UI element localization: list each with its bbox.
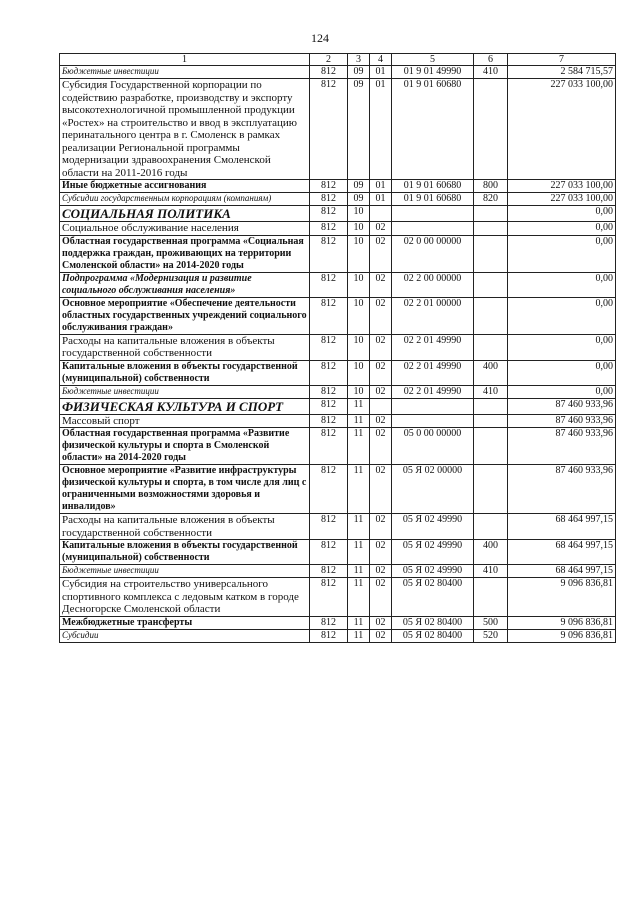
target-article-cell: 05 Я 02 00000 <box>392 465 474 514</box>
subsection-code-cell: 01 <box>370 66 392 79</box>
expense-type-cell: 400 <box>474 540 508 565</box>
row-name-cell: Социальное обслуживание населения <box>60 222 310 236</box>
row-name-cell: Массовый спорт <box>60 414 310 428</box>
subsection-code-cell: 02 <box>370 414 392 428</box>
subsection-code-cell: 02 <box>370 385 392 398</box>
amount-cell: 87 460 933,96 <box>508 465 616 514</box>
row-name-cell: Субсидии государственным корпорациям (компаниям) <box>60 193 310 206</box>
table-row <box>60 235 616 272</box>
table-row <box>60 398 616 414</box>
subsection-code-cell: 02 <box>370 514 392 540</box>
expense-type-cell <box>474 428 508 465</box>
amount-cell: 68 464 997,15 <box>508 514 616 540</box>
admin-code-cell: 812 <box>310 540 348 565</box>
subsection-code-cell: 02 <box>370 272 392 297</box>
row-name-cell: Капитальные вложения в объекты государственной (муниципальной) собственности <box>60 540 310 565</box>
subsection-code-cell: 01 <box>370 79 392 180</box>
section-code-cell: 10 <box>348 272 370 297</box>
table-row <box>60 565 616 578</box>
expense-type-cell <box>474 398 508 414</box>
page-number: 124 <box>311 31 329 45</box>
expense-type-cell <box>474 222 508 236</box>
expense-type-cell <box>474 235 508 272</box>
amount-cell: 2 584 715,57 <box>508 66 616 79</box>
amount-cell: 0,00 <box>508 360 616 385</box>
subsection-code-cell: 02 <box>370 428 392 465</box>
admin-code-cell: 812 <box>310 334 348 360</box>
section-code-cell: 11 <box>348 540 370 565</box>
section-code-cell: 10 <box>348 297 370 334</box>
section-code-cell: 11 <box>348 428 370 465</box>
admin-code-cell: 812 <box>310 578 348 617</box>
table-row <box>60 514 616 540</box>
admin-code-cell: 812 <box>310 514 348 540</box>
amount-cell: 0,00 <box>508 385 616 398</box>
table-row <box>60 334 616 360</box>
table-row <box>60 578 616 617</box>
table-row <box>60 414 616 428</box>
section-code-cell: 11 <box>348 514 370 540</box>
subsection-code-cell: 01 <box>370 180 392 193</box>
expense-type-cell <box>474 297 508 334</box>
expense-type-cell: 800 <box>474 180 508 193</box>
subsection-code-cell: 01 <box>370 193 392 206</box>
row-name-cell: Межбюджетные трансферты <box>60 616 310 629</box>
amount-cell: 0,00 <box>508 297 616 334</box>
expense-type-cell <box>474 334 508 360</box>
admin-code-cell: 812 <box>310 616 348 629</box>
admin-code-cell: 812 <box>310 398 348 414</box>
expense-type-cell: 520 <box>474 629 508 642</box>
table-row <box>60 428 616 465</box>
section-code-cell: 10 <box>348 385 370 398</box>
row-name-cell: Расходы на капитальные вложения в объекты государственной собственности <box>60 334 310 360</box>
subsection-code-cell: 02 <box>370 616 392 629</box>
target-article-cell: 02 0 00 00000 <box>392 235 474 272</box>
budget-table <box>59 53 616 643</box>
table-row <box>60 193 616 206</box>
expense-type-cell <box>474 272 508 297</box>
target-article-cell: 05 Я 02 49990 <box>392 514 474 540</box>
amount-cell: 9 096 836,81 <box>508 616 616 629</box>
section-code-cell: 10 <box>348 334 370 360</box>
table-row <box>60 66 616 79</box>
table-row <box>60 180 616 193</box>
admin-code-cell: 812 <box>310 272 348 297</box>
section-code-cell: 11 <box>348 616 370 629</box>
header-cell: 4 <box>370 54 392 66</box>
subsection-code-cell: 02 <box>370 222 392 236</box>
target-article-cell <box>392 398 474 414</box>
row-name-cell: Капитальные вложения в объекты государственной (муниципальной) собственности <box>60 360 310 385</box>
target-article-cell <box>392 206 474 222</box>
target-article-cell: 01 9 01 60680 <box>392 180 474 193</box>
section-code-cell: 09 <box>348 79 370 180</box>
target-article-cell: 01 9 01 60680 <box>392 79 474 180</box>
target-article-cell <box>392 222 474 236</box>
section-code-cell: 09 <box>348 180 370 193</box>
admin-code-cell: 812 <box>310 66 348 79</box>
table-row <box>60 616 616 629</box>
amount-cell: 0,00 <box>508 272 616 297</box>
row-name-cell: Бюджетные инвестиции <box>60 66 310 79</box>
table-row <box>60 385 616 398</box>
table-row <box>60 629 616 642</box>
target-article-cell <box>392 414 474 428</box>
row-name-cell: Бюджетные инвестиции <box>60 565 310 578</box>
section-code-cell: 11 <box>348 565 370 578</box>
section-code-cell: 10 <box>348 360 370 385</box>
target-article-cell: 02 2 01 49990 <box>392 385 474 398</box>
amount-cell: 68 464 997,15 <box>508 565 616 578</box>
table-row <box>60 206 616 222</box>
row-name-cell: ФИЗИЧЕСКАЯ КУЛЬТУРА И СПОРТ <box>60 398 310 414</box>
admin-code-cell: 812 <box>310 206 348 222</box>
expense-type-cell: 820 <box>474 193 508 206</box>
row-name-cell: Субсидия Государственной корпорации по содействию разработке, производству и экспорту высокотехнологичной промышленной продукции «Ростех» на строительство и ввод в эксплуатацию перинатального центра в г. Смоленск в рамках реализации Региональной программы модернизации здравоохранения Смоленской области на 2011-2016 годы <box>60 79 310 180</box>
header-cell: 6 <box>474 54 508 66</box>
subsection-code-cell: 02 <box>370 465 392 514</box>
header-cell: 3 <box>348 54 370 66</box>
admin-code-cell: 812 <box>310 235 348 272</box>
target-article-cell: 05 Я 02 80400 <box>392 616 474 629</box>
amount-cell: 68 464 997,15 <box>508 540 616 565</box>
admin-code-cell: 812 <box>310 385 348 398</box>
amount-cell: 0,00 <box>508 222 616 236</box>
table-row <box>60 540 616 565</box>
admin-code-cell: 812 <box>310 629 348 642</box>
admin-code-cell: 812 <box>310 465 348 514</box>
target-article-cell: 02 2 00 00000 <box>392 272 474 297</box>
target-article-cell: 02 2 01 00000 <box>392 297 474 334</box>
expense-type-cell <box>474 465 508 514</box>
row-name-cell: Расходы на капитальные вложения в объекты государственной собственности <box>60 514 310 540</box>
section-code-cell: 10 <box>348 206 370 222</box>
admin-code-cell: 812 <box>310 565 348 578</box>
header-cell: 5 <box>392 54 474 66</box>
row-name-cell: Основное мероприятие «Обеспечение деятельности областных государственных учреждений социального обслуживания граждан» <box>60 297 310 334</box>
target-article-cell: 05 Я 02 49990 <box>392 540 474 565</box>
target-article-cell: 05 Я 02 80400 <box>392 629 474 642</box>
admin-code-cell: 812 <box>310 297 348 334</box>
section-code-cell: 11 <box>348 629 370 642</box>
target-article-cell: 02 2 01 49990 <box>392 360 474 385</box>
amount-cell: 0,00 <box>508 334 616 360</box>
row-name-cell: СОЦИАЛЬНАЯ ПОЛИТИКА <box>60 206 310 222</box>
subsection-code-cell: 02 <box>370 578 392 617</box>
table-row <box>60 79 616 180</box>
row-name-cell: Иные бюджетные ассигнования <box>60 180 310 193</box>
section-code-cell: 10 <box>348 222 370 236</box>
section-code-cell: 11 <box>348 578 370 617</box>
target-article-cell: 05 Я 02 49990 <box>392 565 474 578</box>
row-name-cell: Субсидии <box>60 629 310 642</box>
header-cell: 2 <box>310 54 348 66</box>
row-name-cell: Подпрограмма «Модернизация и развитие социального обслуживания населения» <box>60 272 310 297</box>
admin-code-cell: 812 <box>310 360 348 385</box>
amount-cell: 9 096 836,81 <box>508 629 616 642</box>
section-code-cell: 11 <box>348 398 370 414</box>
table-row <box>60 272 616 297</box>
expense-type-cell: 500 <box>474 616 508 629</box>
target-article-cell: 02 2 01 49990 <box>392 334 474 360</box>
expense-type-cell: 400 <box>474 360 508 385</box>
row-name-cell: Областная государственная программа «Развитие физической культуры и спорта в Смоленской области» на 2014-2020 годы <box>60 428 310 465</box>
row-name-cell: Областная государственная программа «Социальная поддержка граждан, проживающих на территории Смоленской области» на 2014-2020 годы <box>60 235 310 272</box>
admin-code-cell: 812 <box>310 428 348 465</box>
target-article-cell: 01 9 01 49990 <box>392 66 474 79</box>
target-article-cell: 05 Я 02 80400 <box>392 578 474 617</box>
table-row <box>60 465 616 514</box>
expense-type-cell <box>474 414 508 428</box>
amount-cell: 0,00 <box>508 206 616 222</box>
expense-type-cell <box>474 79 508 180</box>
section-code-cell: 09 <box>348 66 370 79</box>
expense-type-cell: 410 <box>474 66 508 79</box>
header-cell: 1 <box>60 54 310 66</box>
expense-type-cell: 410 <box>474 385 508 398</box>
row-name-cell: Основное мероприятие «Развитие инфраструктуры физической культуры и спорта, в том числе для лиц с ограниченными возможностями здоровья и инвалидов» <box>60 465 310 514</box>
subsection-code-cell: 02 <box>370 297 392 334</box>
table-row <box>60 222 616 236</box>
section-code-cell: 11 <box>348 414 370 428</box>
section-code-cell: 11 <box>348 465 370 514</box>
section-code-cell: 10 <box>348 235 370 272</box>
admin-code-cell: 812 <box>310 193 348 206</box>
expense-type-cell <box>474 578 508 617</box>
subsection-code-cell: 02 <box>370 235 392 272</box>
admin-code-cell: 812 <box>310 414 348 428</box>
row-name-cell: Бюджетные инвестиции <box>60 385 310 398</box>
subsection-code-cell: 02 <box>370 360 392 385</box>
target-article-cell: 05 0 00 00000 <box>392 428 474 465</box>
amount-cell: 87 460 933,96 <box>508 398 616 414</box>
header-cell: 7 <box>508 54 616 66</box>
amount-cell: 227 033 100,00 <box>508 180 616 193</box>
admin-code-cell: 812 <box>310 180 348 193</box>
amount-cell: 87 460 933,96 <box>508 428 616 465</box>
amount-cell: 0,00 <box>508 235 616 272</box>
expense-type-cell <box>474 206 508 222</box>
subsection-code-cell: 02 <box>370 334 392 360</box>
table-row <box>60 360 616 385</box>
row-name-cell: Субсидия на строительство универсального спортивного комплекса с ледовым катком в городе Десногорске Смоленской области <box>60 578 310 617</box>
amount-cell: 9 096 836,81 <box>508 578 616 617</box>
target-article-cell: 01 9 01 60680 <box>392 193 474 206</box>
expense-type-cell: 410 <box>474 565 508 578</box>
subsection-code-cell: 02 <box>370 540 392 565</box>
amount-cell: 87 460 933,96 <box>508 414 616 428</box>
amount-cell: 227 033 100,00 <box>508 193 616 206</box>
subsection-code-cell <box>370 206 392 222</box>
section-code-cell: 09 <box>348 193 370 206</box>
subsection-code-cell: 02 <box>370 629 392 642</box>
table-row <box>60 297 616 334</box>
admin-code-cell: 812 <box>310 79 348 180</box>
expense-type-cell <box>474 514 508 540</box>
amount-cell: 227 033 100,00 <box>508 79 616 180</box>
header-row <box>60 54 616 66</box>
subsection-code-cell: 02 <box>370 565 392 578</box>
admin-code-cell: 812 <box>310 222 348 236</box>
subsection-code-cell <box>370 398 392 414</box>
